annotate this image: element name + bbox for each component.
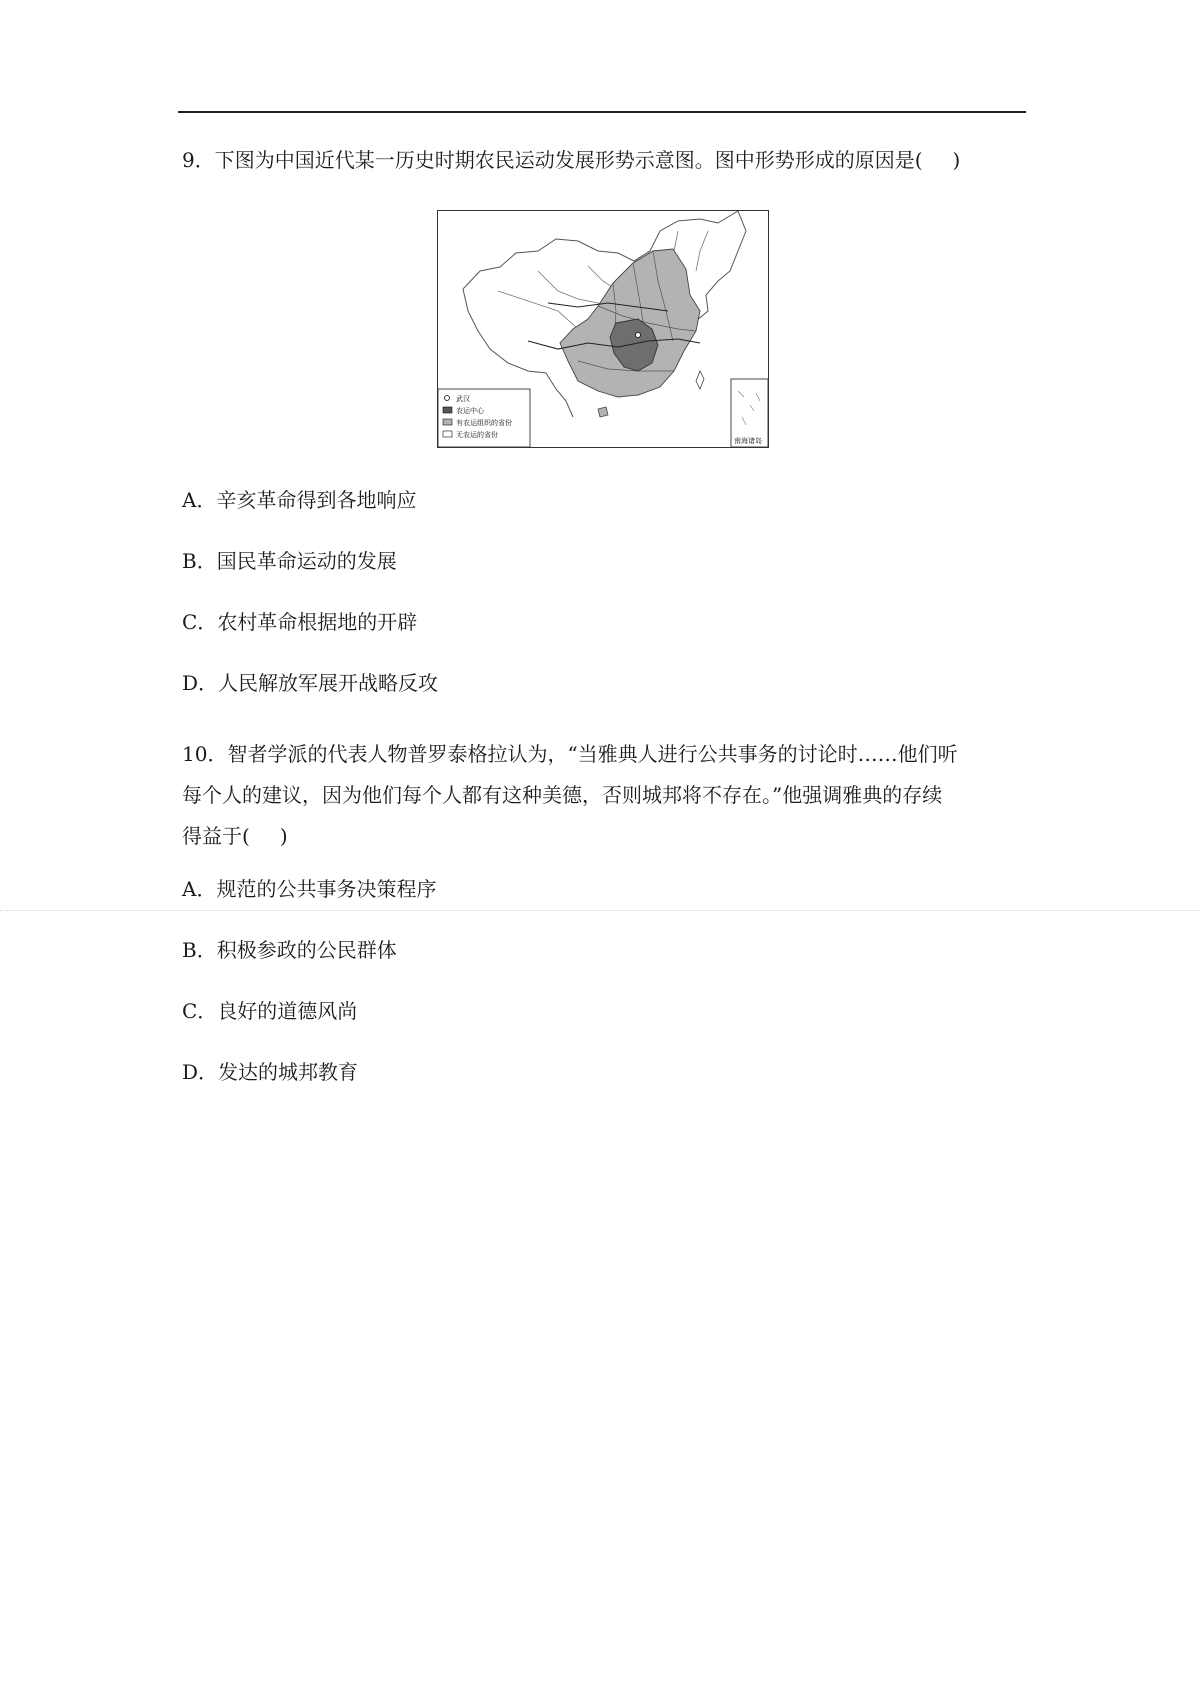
option-text: 积极参政的公民群体 xyxy=(216,938,397,962)
q9-option-d[interactable] xyxy=(182,669,438,697)
option-letter: A． xyxy=(182,877,217,901)
peasant-movement-map xyxy=(437,210,769,448)
question-10-close: ) xyxy=(279,824,288,848)
option-text: 发达的城邦教育 xyxy=(218,1060,359,1084)
question-9-close: ) xyxy=(952,148,961,172)
question-10-line-1: 10．智者学派的代表人物普罗泰格拉认为，“当雅典人进行公共事务的讨论时……他们听 xyxy=(182,742,958,766)
question-9-text: 9．下图为中国近代某一历史时期农民运动发展形势示意图。图中形势形成的原因是( xyxy=(182,148,923,172)
question-10-line-3 xyxy=(182,816,958,857)
white-swatch xyxy=(443,431,452,437)
option-letter: C． xyxy=(182,610,218,634)
q10-option-d[interactable] xyxy=(182,1058,358,1086)
circle-icon xyxy=(445,396,450,401)
inset-label: 南海诸岛 xyxy=(734,437,762,445)
legend-label-1: 武汉 xyxy=(456,395,470,403)
option-letter: D． xyxy=(182,1060,219,1084)
question-10-line-2: 每个人的建议，因为他们每个人都有这种美德，否则城邦将不存在。”他强调雅典的存续 xyxy=(182,783,943,807)
wuhan-marker xyxy=(636,333,641,338)
gray-swatch xyxy=(443,419,452,425)
map-figure xyxy=(438,211,768,447)
q9-option-a[interactable] xyxy=(182,486,416,514)
option-text: 规范的公共事务决策程序 xyxy=(216,877,437,901)
q9-option-c[interactable] xyxy=(182,608,417,636)
option-letter: D． xyxy=(182,671,219,695)
q10-option-a[interactable] xyxy=(182,875,436,903)
option-letter: B． xyxy=(182,549,217,573)
option-letter: A． xyxy=(182,488,217,512)
option-text: 人民解放军展开战略反攻 xyxy=(218,671,439,695)
q10-option-c[interactable] xyxy=(182,997,357,1025)
page-divider xyxy=(0,910,1200,911)
legend-label-2: 农运中心 xyxy=(456,407,484,415)
question-10-line-3-text: 得益于( xyxy=(182,824,250,848)
question-9-stem xyxy=(182,146,960,174)
legend-label-3: 有农运组织的省份 xyxy=(456,419,512,427)
question-10-stem xyxy=(182,734,958,857)
option-text: 辛亥革命得到各地响应 xyxy=(216,488,417,512)
q10-option-b[interactable] xyxy=(182,936,397,964)
dark-swatch xyxy=(443,407,452,413)
option-letter: C． xyxy=(182,999,218,1023)
option-letter: B． xyxy=(182,938,217,962)
option-text: 农村革命根据地的开辟 xyxy=(217,610,418,634)
option-text: 国民革命运动的发展 xyxy=(216,549,397,573)
option-text: 良好的道德风尚 xyxy=(217,999,358,1023)
q9-option-b[interactable] xyxy=(182,547,397,575)
header-rule xyxy=(178,111,1026,113)
legend-label-4: 无农运的省份 xyxy=(456,431,498,439)
